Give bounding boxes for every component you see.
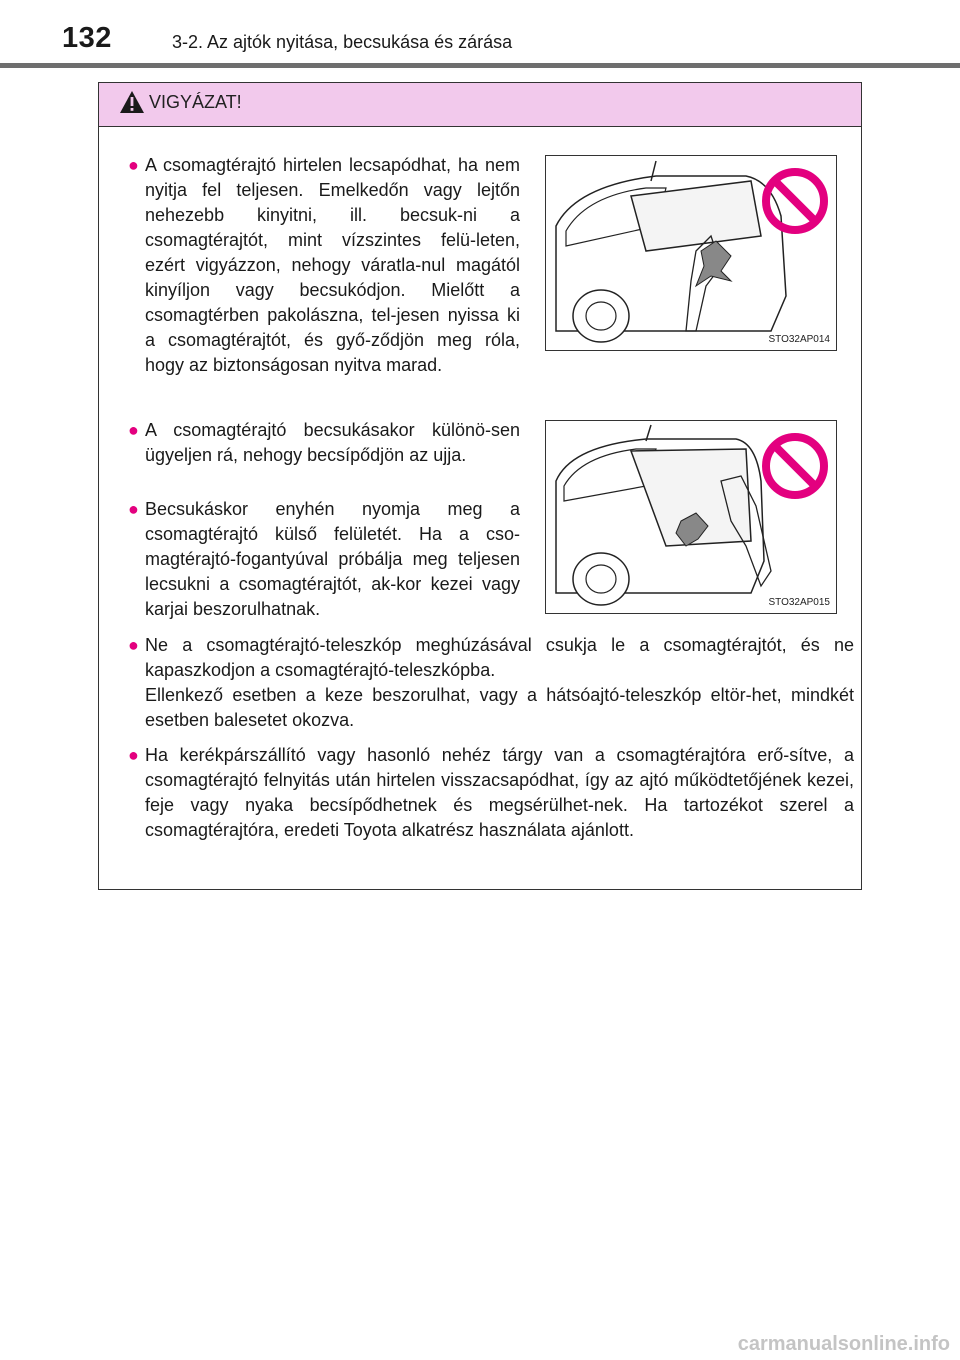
warning-item xyxy=(128,633,854,733)
prohibition-icon xyxy=(760,431,830,501)
bullet-icon: ● xyxy=(128,420,139,440)
bullet-icon: ● xyxy=(128,499,139,519)
warning-item-text: Ne a csomagtérajtó-teleszkóp meghúzásával csukja le a csomagtérajtót, és ne kapaszkodjon a csomagtérajtó-teleszkópba. Ellenkező esetben a keze beszorulhat, vagy a hátsóajtó-teleszkóp eltör-het, mindkét esetben balesetet okozva. xyxy=(145,635,854,730)
prohibition-icon xyxy=(760,166,830,236)
warning-triangle-icon xyxy=(119,90,145,114)
illustration-code: STO32AP015 xyxy=(768,597,830,608)
bullet-icon: ● xyxy=(128,155,139,175)
warning-item xyxy=(128,153,520,378)
illustration-tailgate-close xyxy=(545,420,837,614)
warning-item-text: Ha kerékpárszállító vagy hasonló nehéz tárgy van a csomagtérajtóra erő-sítve, a csomagtérajtó felnyitás után hirtelen visszacsapódhat, így az ajtó működtetőjének kezei, feje vagy nyaka becsípődhetnek és megsérülhet-nek. Ha tartozékot szerel a csomagtérajtóra, eredeti Toyota alkatrész használata ajánlott. xyxy=(145,745,854,840)
header-rule xyxy=(0,63,960,68)
watermark: carmanualsonline.info xyxy=(737,1333,950,1355)
warning-item xyxy=(128,743,854,843)
warning-item xyxy=(128,497,520,622)
warning-title: VIGYÁZAT! xyxy=(149,92,242,112)
bullet-icon: ● xyxy=(128,635,139,655)
warning-item-text: A csomagtérajtó hirtelen lecsapódhat, ha nem nyitja fel teljesen. Emelkedőn vagy lejtőn nehezebb kinyitni, ill. becsuk-ni a csomagtérajtót, mint vízszintes felü-leten, ezért vigyázzon, nehogy váratla-nul magától kinyíljon vagy becsukódjon. Mielőtt a csomagtérben pakolászna, tel-jesen nyissa ki a csomagtérajtót, és győ-ződjön meg róla, hogy az biztonságosan nyitva marad. xyxy=(145,155,520,375)
page-number: 132 xyxy=(62,22,112,54)
bullet-icon: ● xyxy=(128,745,139,765)
warning-header xyxy=(99,83,861,127)
illustration-code: STO32AP014 xyxy=(768,334,830,345)
warning-item-text: A csomagtérajtó becsukásakor különö-sen ügyeljen rá, nehogy becsípődjön az ujja. xyxy=(145,420,520,465)
illustration-tailgate-open xyxy=(545,155,837,351)
warning-item xyxy=(128,418,520,468)
warning-item-text: Becsukáskor enyhén nyomja meg a csomagtérajtó külső felületét. Ha a cso-magtérajtó-fogantyúval próbálja meg teljesen lecsukni a csomagtérajtót, ak-kor kezei vagy karjai beszorulhatnak. xyxy=(145,499,520,619)
section-title: 3-2. Az ajtók nyitása, becsukása és zárása xyxy=(172,32,513,52)
